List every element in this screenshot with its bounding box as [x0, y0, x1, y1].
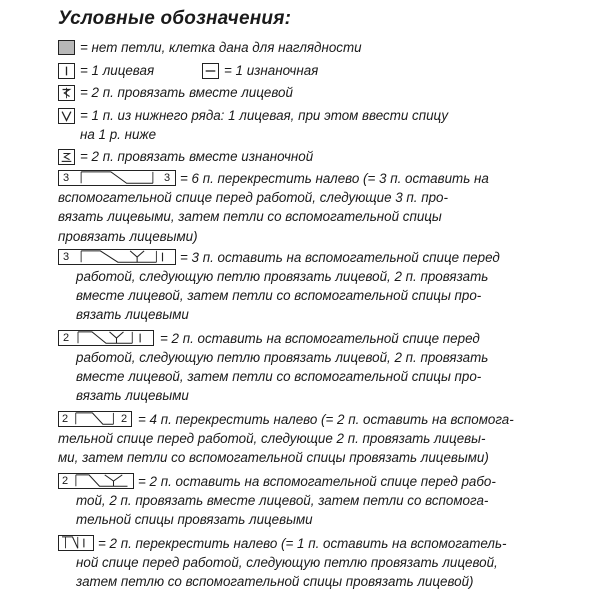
k2tog-icon [58, 85, 75, 101]
cable-3-k1-k2tog-icon [58, 249, 176, 265]
legend-text: = 2 п. провязать вместе лицевой [80, 85, 293, 100]
knit-below-icon [58, 108, 75, 124]
legend-text: тельной спице перед работой, следующие 2 п. провязать лицевы- [58, 431, 486, 446]
legend-text: вместе лицевой, затем петли со вспомогательной спицы про- [76, 369, 482, 384]
legend-text: вместе лицевой, затем петли со вспомогательной спицы про- [76, 288, 482, 303]
legend-text: ми, затем петли со вспомогательной спицы провязать лицевыми) [58, 450, 489, 465]
legend-text: вспомогательной спице перед работой, следующие 3 п. про- [58, 190, 448, 205]
legend-text: вязать лицевыми [76, 388, 189, 403]
cable-2-k1-k2tog-k1-icon [58, 330, 154, 346]
legend-text: затем петлю со вспомогательной спицы провязать лицевой) [76, 574, 474, 589]
legend-text: = 1 изнаночная [224, 63, 319, 78]
legend-text: = 1 п. из нижнего ряда: 1 лицевая, при этом ввести спицу [80, 108, 449, 123]
legend-text: работой, следующую петлю провязать лицевой, 2 п. провязать [76, 269, 489, 284]
purl-stitch-icon [202, 63, 219, 79]
cable-count-left: 2 [62, 475, 69, 487]
cable-count-right: 2 [121, 413, 128, 425]
cable-2-k2tog-icon [58, 473, 134, 489]
legend-text: работой, следующую петлю провязать лицевой, 2 п. провязать [76, 350, 489, 365]
cable-count-left: 3 [63, 251, 70, 263]
legend-text: = нет петли, клетка дана для наглядности [80, 40, 362, 55]
cable-1-1-left-icon [58, 535, 94, 551]
cable-count-left: 2 [63, 332, 70, 344]
legend-text: тельной спицы провязать лицевыми [76, 512, 313, 527]
legend-text: = 4 п. перекрестить налево (= 2 п. оставить на вспомога- [138, 412, 514, 427]
cable-count-left: 2 [62, 413, 69, 425]
legend-text: = 1 лицевая [80, 63, 155, 78]
gray-square-icon [58, 40, 75, 55]
legend-text: на 1 р. ниже [80, 127, 157, 142]
legend-text: = 2 п. оставить на вспомогательной спице перед рабо- [138, 474, 496, 489]
cable-3-3-left-icon [58, 170, 176, 186]
legend-text: = 2 п. оставить на вспомогательной спице перед [160, 331, 480, 346]
cable-count-right: 3 [164, 172, 171, 184]
legend-text: вязать лицевыми, затем петли со вспомогательной спицы [58, 209, 442, 224]
legend-text: = 6 п. перекрестить налево (= 3 п. оставить на [180, 171, 489, 186]
legend-text: провязать лицевыми) [58, 229, 198, 244]
page-title: Условные обозначения: [58, 8, 292, 29]
knit-stitch-icon [58, 63, 75, 79]
cable-count-left: 3 [63, 172, 70, 184]
legend-text: вязать лицевыми [76, 307, 189, 322]
legend-text: = 3 п. оставить на вспомогательной спице перед [180, 250, 500, 265]
p2tog-icon [58, 149, 75, 165]
cable-2-2-left-icon [58, 411, 132, 427]
legend-text: ной спице перед работой, следующую петлю провязать лицевой, [76, 555, 498, 570]
legend-text: = 2 п. провязать вместе изнаночной [80, 149, 314, 164]
legend-text: той, 2 п. провязать вместе лицевой, затем петли со вспомога- [76, 493, 489, 508]
legend-text: = 2 п. перекрестить налево (= 1 п. оставить на вспомогатель- [98, 536, 507, 551]
